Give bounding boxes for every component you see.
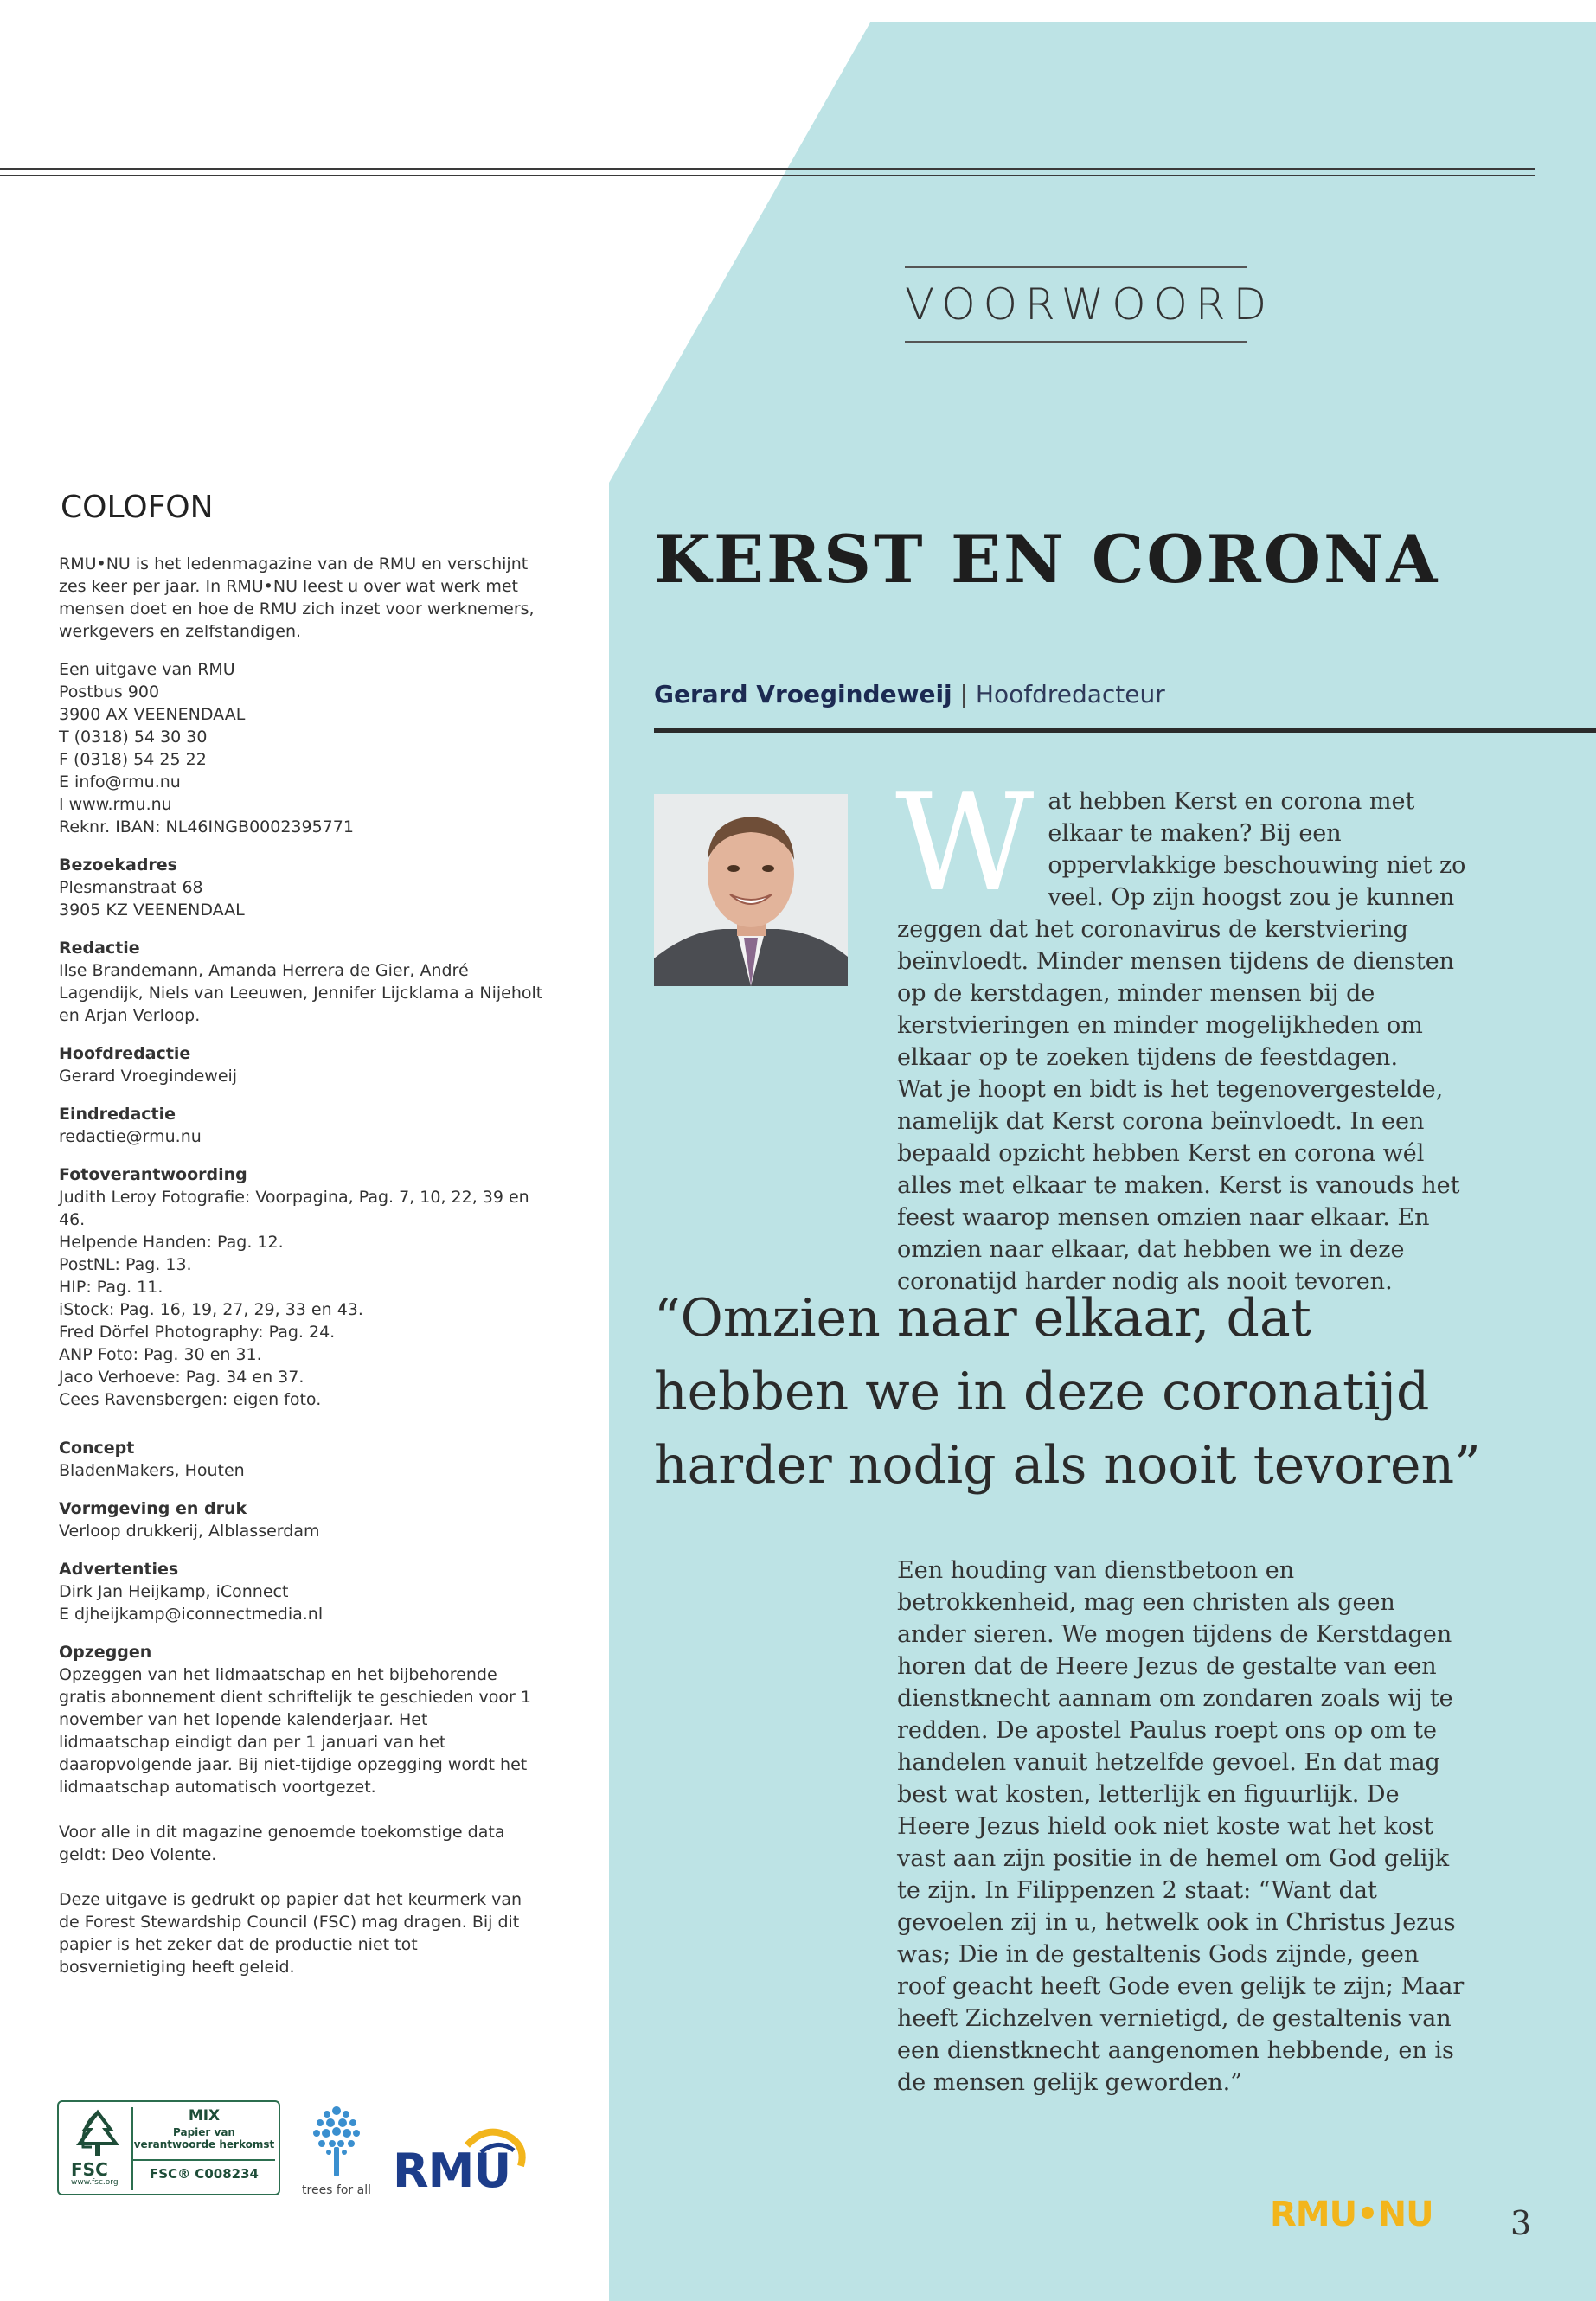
eindredactie-text: redactie@rmu.nu <box>59 1127 202 1146</box>
page-number: 3 <box>1510 2204 1532 2242</box>
fsc-logo <box>57 2100 280 2195</box>
deo-volente-text: Voor alle in dit magazine genoemde toekomstige data geldt: Deo Volente. <box>59 1823 505 1864</box>
colofon <box>59 489 543 1994</box>
fsc-code: FSC® C008234 <box>133 2159 275 2182</box>
fsc-label: FSC <box>71 2159 108 2180</box>
pull-quote: “Omzien naar elkaar, dat hebben we in deze coronatijd harder nodig als nooit tevoren” <box>654 1288 1481 1496</box>
rmu-nu-footer-logo: RMU•NU <box>1270 2195 1433 2234</box>
section-header <box>905 266 1275 343</box>
intro-text <box>895 764 1468 1298</box>
advertenties-line: E djheijkamp@iconnectmedia.nl <box>59 1605 324 1624</box>
concept-label: Concept <box>59 1439 135 1458</box>
hoofdredactie-label: Hoofdredactie <box>59 1044 191 1063</box>
fsc-mix: MIX <box>188 2107 221 2125</box>
publisher-line: E info@rmu.nu <box>59 772 181 792</box>
foto-line: Fred Dörfel Photography: Pag. 24. <box>59 1323 336 1342</box>
foto-line: PostNL: Pag. 13. <box>59 1255 192 1274</box>
foto-line: Judith Leroy Fotografie: Voorpagina, Pag. 7, 10, 22, 39 en 46. <box>59 1188 529 1229</box>
redactie-text: Ilse Brandemann, Amanda Herrera de Gier, André Lagendijk, Niels van Leeuwen, Jennifer Lijcklama a Nijeholt en Arjan Verloop. <box>59 961 543 1025</box>
drop-cap: W <box>895 764 1035 921</box>
hoofdredactie-text: Gerard Vroegindeweij <box>59 1067 238 1086</box>
intro-paragraph-1 <box>895 764 1468 1074</box>
byline <box>654 680 1165 708</box>
publisher-line: T (0318) 54 30 30 <box>59 727 208 747</box>
hoofdredactie-block <box>59 1042 543 1087</box>
opzeggen-label: Opzeggen <box>59 1643 152 1662</box>
publisher-line: Reknr. IBAN: NL46INGB0002395771 <box>59 817 354 836</box>
author-photo <box>654 794 848 986</box>
fsc-note-text: Deze uitgave is gedrukt op papier dat het keurmerk van de Forest Stewardship Council (FSC) mag dragen. Bij dit papier is het zeker dat de productie niet tot bosvernietiging heeft geleid. <box>59 1890 522 1977</box>
vormgeving-block <box>59 1497 543 1542</box>
intro-paragraph-1-text: at hebben Kerst en corona met elkaar te maken? Bij een oppervlakkige beschouwing niet zo veel. Op zijn hoogst zou je kunnen zeggen dat het coronavirus de kerstviering beïnvloedt. Minder mensen tijdens de diensten op de kerstdagen, minder mensen bij de kerstvieringen en minder mogelijkheden om elkaar op te zoeken tijdens de feestdagen. <box>897 788 1466 1071</box>
bezoekadres-line: 3905 KZ VEENENDAAL <box>59 901 245 920</box>
rmu-logo <box>391 2126 534 2198</box>
colofon-heading: COLOFON <box>61 490 214 525</box>
foto-line: Helpende Handen: Pag. 12. <box>59 1233 284 1252</box>
foto-line: iStock: Pag. 16, 19, 27, 29, 33 en 43. <box>59 1300 363 1319</box>
fsc-papier: Papier van verantwoorde herkomst <box>133 2126 275 2150</box>
vormgeving-text: Verloop drukkerij, Alblasserdam <box>59 1522 320 1541</box>
top-rule-1 <box>0 168 1535 170</box>
article-title: KERST EN CORONA <box>654 521 1440 598</box>
foto-block <box>59 1163 543 1411</box>
colofon-intro: RMU•NU is het ledenmagazine van de RMU en verschijnt zes keer per jaar. In RMU•NU leest u over wat werk met mensen doet en hoe de RMU zich inzet voor werknemers, werkgevers en zelfstandigen. <box>59 554 535 641</box>
eindredactie-block <box>59 1103 543 1148</box>
top-rule-2 <box>0 175 1535 176</box>
bezoekadres-line: Plesmanstraat 68 <box>59 878 203 897</box>
publisher-line: I www.rmu.nu <box>59 795 172 814</box>
concept-block <box>59 1437 543 1482</box>
author-portrait-image <box>654 794 848 986</box>
trees-for-all-logo <box>298 2099 375 2197</box>
concept-text: BladenMakers, Houten <box>59 1461 245 1480</box>
foto-line: HIP: Pag. 11. <box>59 1278 163 1297</box>
advertenties-block <box>59 1558 543 1625</box>
publisher-line: Een uitgave van RMU <box>59 660 235 679</box>
publisher-line: Postbus 900 <box>59 683 160 702</box>
publisher-line: 3900 AX VEENENDAAL <box>59 705 246 724</box>
foto-line: Jaco Verhoeve: Pag. 34 en 37. <box>59 1368 304 1387</box>
fsc-text-block <box>131 2107 275 2190</box>
trees-for-all-label: trees for all <box>302 2183 371 2197</box>
author-name: Gerard Vroegindeweij <box>654 680 952 708</box>
eindredactie-label: Eindredactie <box>59 1105 176 1124</box>
section-label: VOORWOORD <box>905 279 1275 330</box>
bezoekadres-block <box>59 854 543 921</box>
byline-rule <box>654 728 1596 733</box>
advertenties-label: Advertenties <box>59 1560 179 1579</box>
advertenties-line: Dirk Jan Heijkamp, iConnect <box>59 1582 289 1601</box>
bezoekadres-label: Bezoekadres <box>59 856 177 875</box>
foto-line: Cees Ravensbergen: eigen foto. <box>59 1390 322 1409</box>
redactie-label: Redactie <box>59 939 140 958</box>
body-paragraph: Een houding van dienstbetoon en betrokkenheid, mag een christen als geen ander sieren. We mogen tijdens de Kerstdagen horen dat de Heere Jezus de gestalte van een dienstknecht aannam om zondaren zoals wij te redden. De apostel Paulus roept ons op om te handelen vanuit hetzelfde gevoel. En dat mag best wat kosten, letterlijk en figuurlijk. De Heere Jezus hield ook niet koste wat het kost vast aan zijn positie in de hemel om God gelijk te zijn. In Filippenzen 2 staat: “Want dat gevoelen zij in u, hetwelk ook in Christus Jezus was; Die in de gestaltenis Gods zijnde, geen roof geacht heeft Gode even gelijk te zijn; Maar heeft Zichzelven vernietigd, de gestaltenis van een dienstknecht aangenomen hebbende, en is de mensen gelijk geworden.” <box>897 1557 1465 2096</box>
intro-paragraph-2: Wat je hoopt en bidt is het tegenovergestelde, namelijk dat Kerst corona beïnvloedt. In een bepaald opzicht hebben Kerst en corona wél alles met elkaar te maken. Kerst is vanouds het feest waarop mensen omzien naar elkaar. En omzien naar elkaar, dat hebben we in deze coronatijd harder nodig als nooit tevoren. <box>897 1076 1460 1295</box>
trees-for-all-icon <box>298 2099 375 2182</box>
rmu-logo-text: RMU <box>393 2144 511 2198</box>
byline-separator: | <box>959 680 968 708</box>
foto-label: Fotoverantwoording <box>59 1165 247 1184</box>
redactie-block <box>59 937 543 1027</box>
fsc-site: www.fsc.org <box>71 2178 119 2187</box>
publisher-line: F (0318) 54 25 22 <box>59 750 207 769</box>
vormgeving-label: Vormgeving en druk <box>59 1499 247 1518</box>
author-role: Hoofdredacteur <box>975 680 1165 708</box>
opzeggen-block <box>59 1641 543 1798</box>
publisher-block <box>59 658 543 838</box>
opzeggen-text: Opzeggen van het lidmaatschap en het bijbehorende gratis abonnement dient schriftelijk te geschieden voor 1 november van het lopende kalenderjaar. Het lidmaatschap eindigt dan per 1 januari van het daaropvolgende jaar. Bij niet-tijdige opzegging wordt het lidmaatschap automatisch voortgezet. <box>59 1665 531 1797</box>
foto-line: ANP Foto: Pag. 30 en 31. <box>59 1345 262 1364</box>
